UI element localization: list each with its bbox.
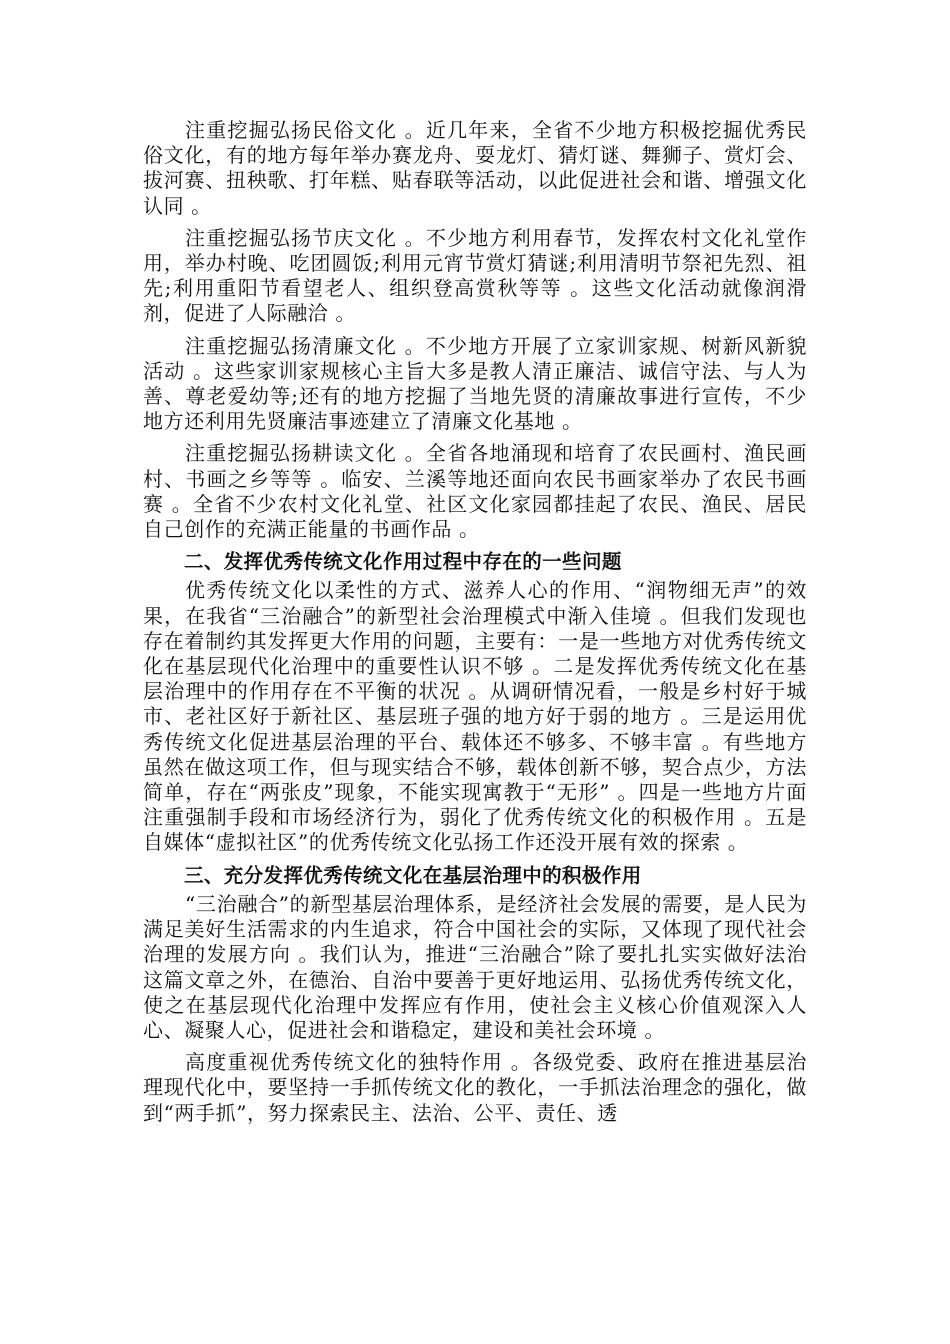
document-page (143, 118, 807, 1133)
paragraph-unique-role: 高度重视优秀传统文化的独特作用 。各级党委、政府在推进基层治理现代化中，要坚持一手抓传统文化的教化，一手抓法治理念的强化，做到“两手抓”，努力探索民主、法治、公平、责任、透 (143, 1050, 807, 1125)
paragraph-three-governance: “三治融合”的新型基层治理体系，是经济社会发展的需要，是人民为满足美好生活需求的内生追求，符合中国社会的实际，又体现了现代社会治理的发展方向 。我们认为，推进“三治融合”除了要扎扎实实做好法治这篇文章之外，在德治、自治中要善于更好地运用、弘扬优秀传统文化，使之在基层现代化治理中发挥应有作用，使社会主义核心价值观深入人心、凝聚人心，促进社会和谐稳定，建设和美社会环境 。 (143, 891, 807, 1042)
section-heading-3: 三、充分发挥优秀传统文化在基层治理中的积极作用 (183, 863, 642, 887)
section-heading-2: 二、发挥优秀传统文化作用过程中存在的一些问题 (183, 550, 622, 574)
paragraph-problems: 优秀传统文化以柔性的方式、滋养人心的作用、“润物细无声”的效果，在我省“三治融合”的新型社会治理模式中渐入佳境 。但我们发现也存在着制约其发挥更大作用的问题，主要有：一是一些地方对优秀传统文化在基层现代化治理中的重要性认识不够 。二是发挥优秀传统文化在基层治理中的作用存在不平衡的状况 。从调研情况看，一般是乡村好于城市、老社区好于新社区、基层班子强的地方好于弱的地方 。三是运用优秀传统文化促进基层治理的平台、载体还不够多、不够丰富 。有些地方虽然在做这项工作，但与现实结合不够，载体创新不够，契合点少，方法简单，存在“两张皮”现象，不能实现寓教于“无形” 。四是一些地方片面注重强制手段和市场经济行为，弱化了优秀传统文化的积极作用 。五是自媒体“虚拟社区”的优秀传统文化弘扬工作还没开展有效的探索 。 (143, 578, 807, 855)
paragraph-folk-culture: 注重挖掘弘扬民俗文化 。近几年来，全省不少地方积极挖掘优秀民俗文化，有的地方每年举办赛龙舟、耍龙灯、猜灯谜、舞狮子、赏灯会、拔河赛、扭秧歌、打年糕、贴春联等活动，以此促进社会和谐、增强文化认同 。 (143, 118, 807, 218)
paragraph-farming-reading-culture: 注重挖掘弘扬耕读文化 。全省各地涌现和培育了农民画村、渔民画村、书画之乡等等 。临安、兰溪等地还面向农民书画家举办了农民书画赛 。全省不少农村文化礼堂、社区文化家园都挂起了农民、渔民、居民自己创作的充满正能量的书画作品 。 (143, 441, 807, 542)
paragraph-festival-culture: 注重挖掘弘扬节庆文化 。不少地方利用春节，发挥农村文化礼堂作用，举办村晚、吃团圆饭;利用元宵节赏灯猜谜;利用清明节祭祀先烈、祖先;利用重阳节看望老人、组织登高赏秋等等 。这些文化活动就像润滑剂，促进了人际融洽 。 (143, 225, 807, 326)
paragraph-integrity-culture: 注重挖掘弘扬清廉文化 。不少地方开展了立家训家规、树新风新貌活动 。这些家训家规核心主旨大多是教人清正廉洁、诚信守法、与人为善、尊老爱幼等;还有的地方挖掘了当地先贤的清廉故事进行宣传，不少地方还利用先贤廉洁事迹建立了清廉文化基地 。 (143, 333, 807, 434)
